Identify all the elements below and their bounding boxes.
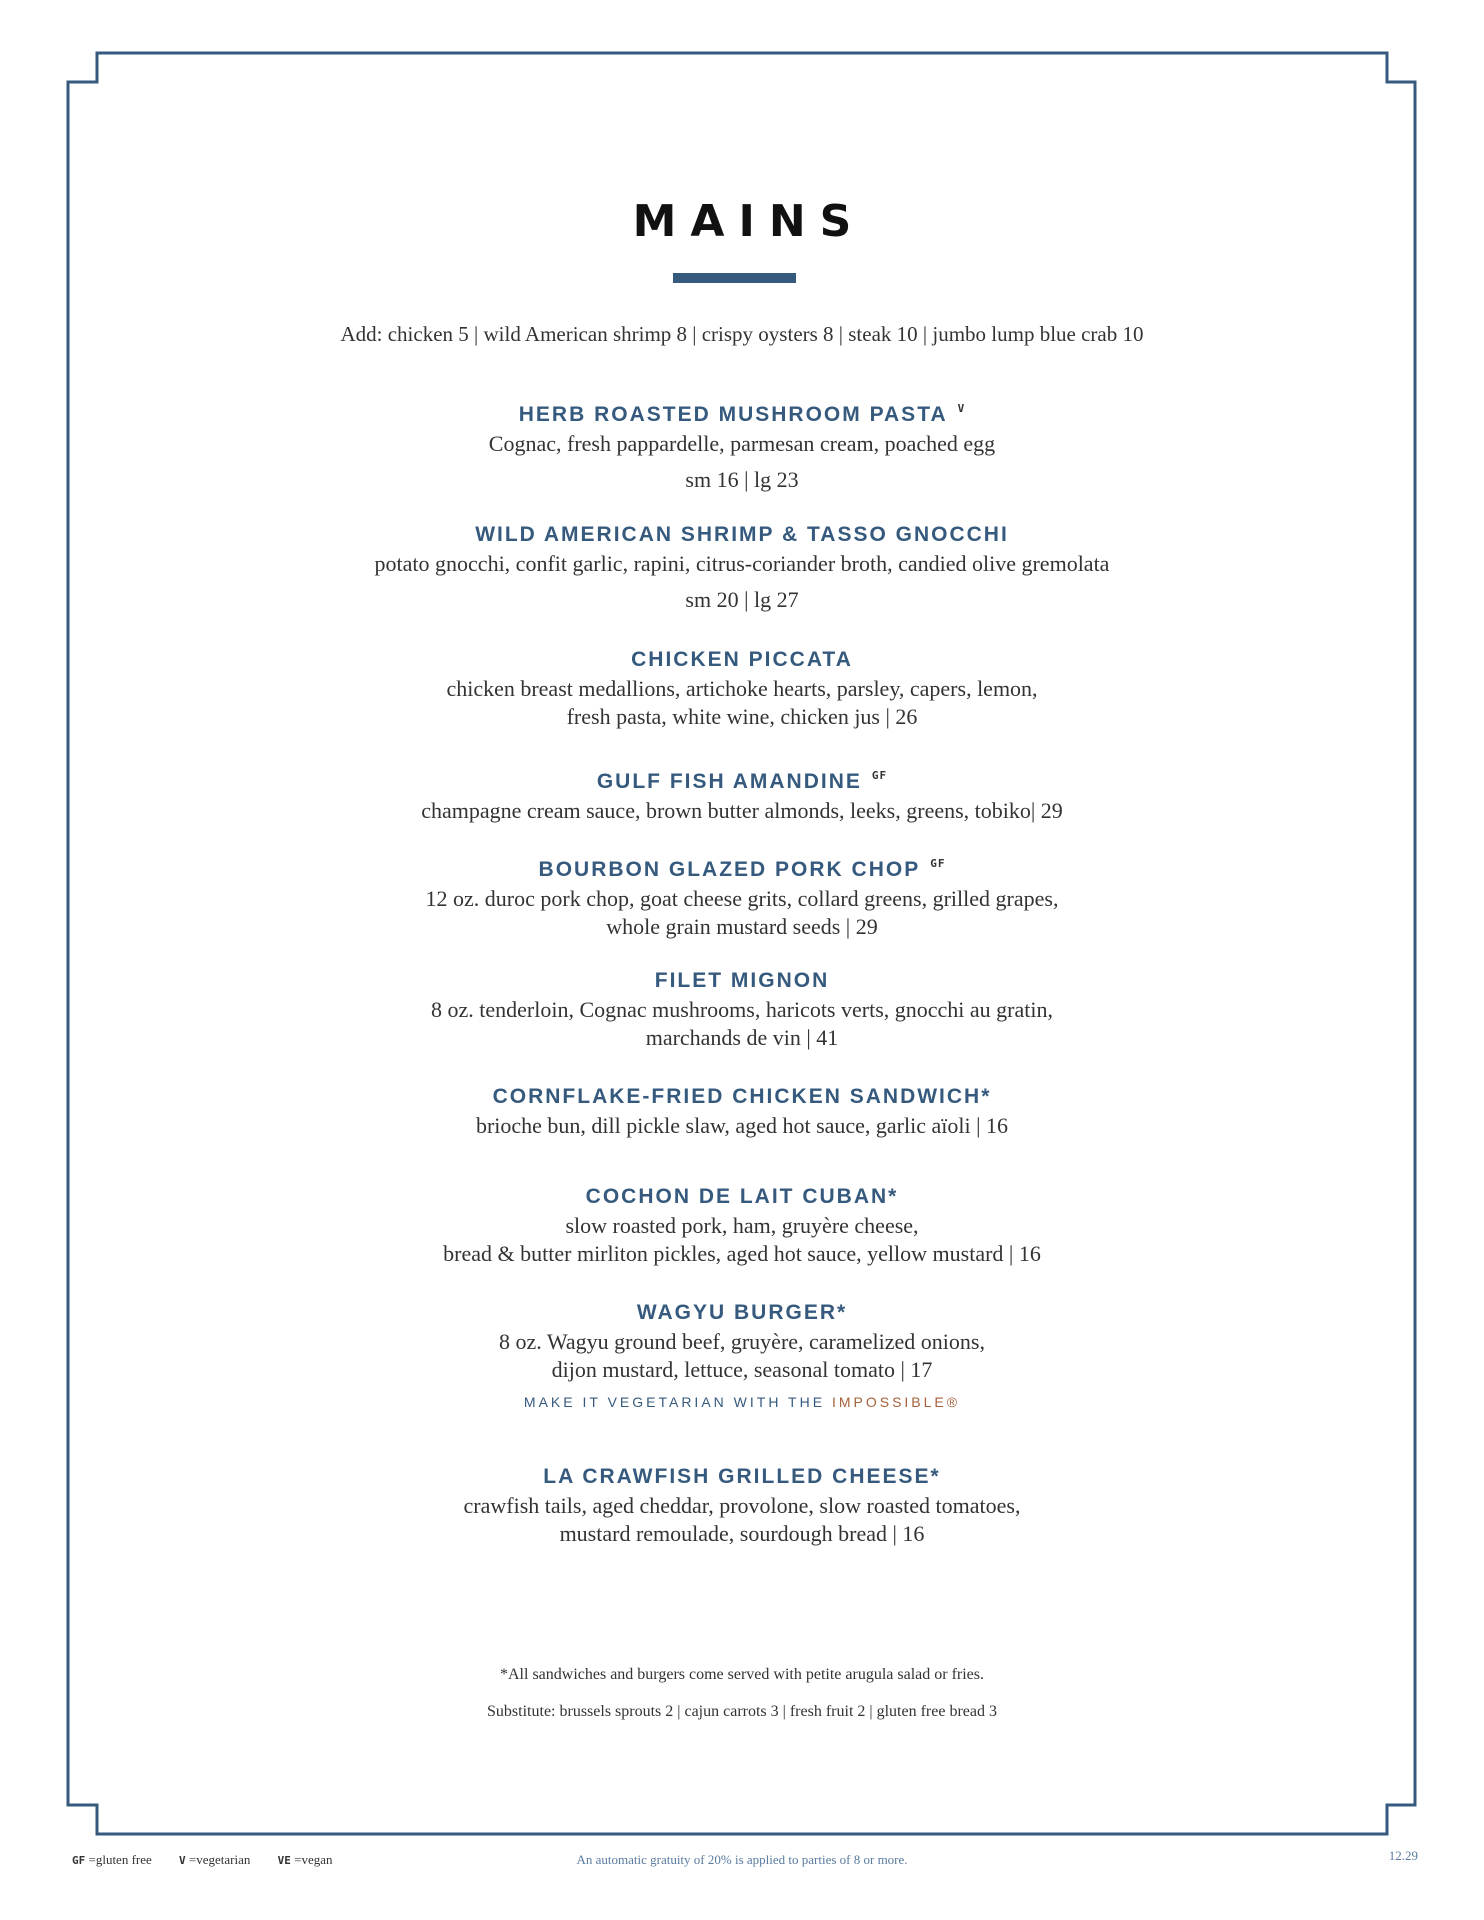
- impossible-brand: IMPOSSIBLE®: [831, 1394, 961, 1410]
- vegetarian-tag: V: [957, 402, 966, 415]
- item-name: WAGYU BURGER*: [636, 1301, 848, 1324]
- menu-item: [0, 394, 1484, 494]
- item-name: HERB ROASTED MUSHROOM PASTA $^V$: [518, 402, 966, 426]
- menu-version: 12.29: [1388, 1848, 1418, 1863]
- item-description: marchands de vin | 41: [645, 1025, 839, 1050]
- gluten-free-tag: GF: [930, 857, 946, 870]
- sides-note: *All sandwiches and burgers come served with petite arugula salad or fries.: [500, 1666, 984, 1683]
- menu-item: [0, 520, 1484, 614]
- item-description: whole grain mustard seeds | 29: [606, 914, 878, 939]
- item-description: bread & butter mirliton pickles, aged hot sauce, yellow mustard | 16: [443, 1241, 1041, 1266]
- item-description: 8 oz. Wagyu ground beef, gruyère, caramelized onions,: [499, 1329, 985, 1354]
- item-description: dijon mustard, lettuce, seasonal tomato | 17: [551, 1357, 933, 1382]
- add-ons-line: Add: chicken 5 | wild American shrimp 8 | crispy oysters 8 | steak 10 | jumbo lump blue crab 10: [340, 322, 1144, 346]
- item-description: Cognac, fresh pappardelle, parmesan cream, poached egg: [488, 431, 996, 456]
- title-underline: [673, 273, 796, 283]
- item-description: mustard remoulade, sourdough bread | 16: [559, 1521, 925, 1546]
- legend-vegetarian: V =vegetarian: [179, 1852, 251, 1867]
- item-description: brioche bun, dill pickle slaw, aged hot sauce, garlic aïoli | 16: [475, 1113, 1009, 1138]
- vegetarian-promo: MAKE IT VEGETARIAN WITH THE IMPOSSIBLE®: [523, 1394, 961, 1410]
- menu-item: [0, 1082, 1484, 1140]
- menu-item: [0, 1298, 1484, 1410]
- item-name: GULF FISH AMANDINE $^{GF}$: [596, 769, 888, 793]
- menu-item: [0, 1182, 1484, 1268]
- item-name: FILET MIGNON: [654, 969, 830, 992]
- item-description: chicken breast medallions, artichoke hearts, parsley, capers, lemon,: [446, 676, 1038, 701]
- item-name: BOURBON GLAZED PORK CHOP $^{GF}$: [538, 857, 946, 881]
- legend-gluten-free: GF =gluten free: [72, 1852, 152, 1867]
- gluten-free-tag: GF: [871, 769, 888, 782]
- menu-item: [0, 1462, 1484, 1548]
- item-name: WILD AMERICAN SHRIMP & TASSO GNOCCHI: [475, 523, 1009, 546]
- menu-item: [0, 849, 1484, 941]
- menu-item: [0, 966, 1484, 1052]
- item-name: COCHON DE LAIT CUBAN*: [585, 1185, 899, 1208]
- substitute-note: Substitute: brussels sprouts 2 | cajun carrots 3 | fresh fruit 2 | gluten free bread 3: [487, 1703, 997, 1720]
- item-name: CHICKEN PICCATA: [631, 648, 853, 671]
- menu-item: [0, 761, 1484, 825]
- item-description: 8 oz. tenderloin, Cognac mushrooms, haricots verts, gnocchi au gratin,: [431, 997, 1053, 1022]
- gratuity-note: An automatic gratuity of 20% is applied to parties of 8 or more.: [576, 1852, 908, 1867]
- item-description: fresh pasta, white wine, chicken jus | 26: [566, 704, 918, 729]
- item-description: champagne cream sauce, brown butter almonds, leeks, greens, tobiko| 29: [421, 798, 1063, 823]
- legend-vegan: VE =vegan: [277, 1852, 333, 1867]
- item-name: CORNFLAKE-FRIED CHICKEN SANDWICH*: [492, 1085, 992, 1108]
- item-description: crawfish tails, aged cheddar, provolone, slow roasted tomatoes,: [463, 1493, 1021, 1518]
- item-price: sm 16 | lg 23: [685, 467, 799, 492]
- menu-title: MAINS: [632, 196, 866, 247]
- item-price: sm 20 | lg 27: [685, 587, 799, 612]
- item-description: 12 oz. duroc pork chop, goat cheese grits, collard greens, grilled grapes,: [425, 886, 1059, 911]
- item-description: slow roasted pork, ham, gruyère cheese,: [565, 1213, 919, 1238]
- menu-item: [0, 645, 1484, 731]
- item-name: LA CRAWFISH GRILLED CHEESE*: [543, 1465, 941, 1488]
- item-description: potato gnocchi, confit garlic, rapini, citrus-coriander broth, candied olive gremolata: [374, 551, 1110, 576]
